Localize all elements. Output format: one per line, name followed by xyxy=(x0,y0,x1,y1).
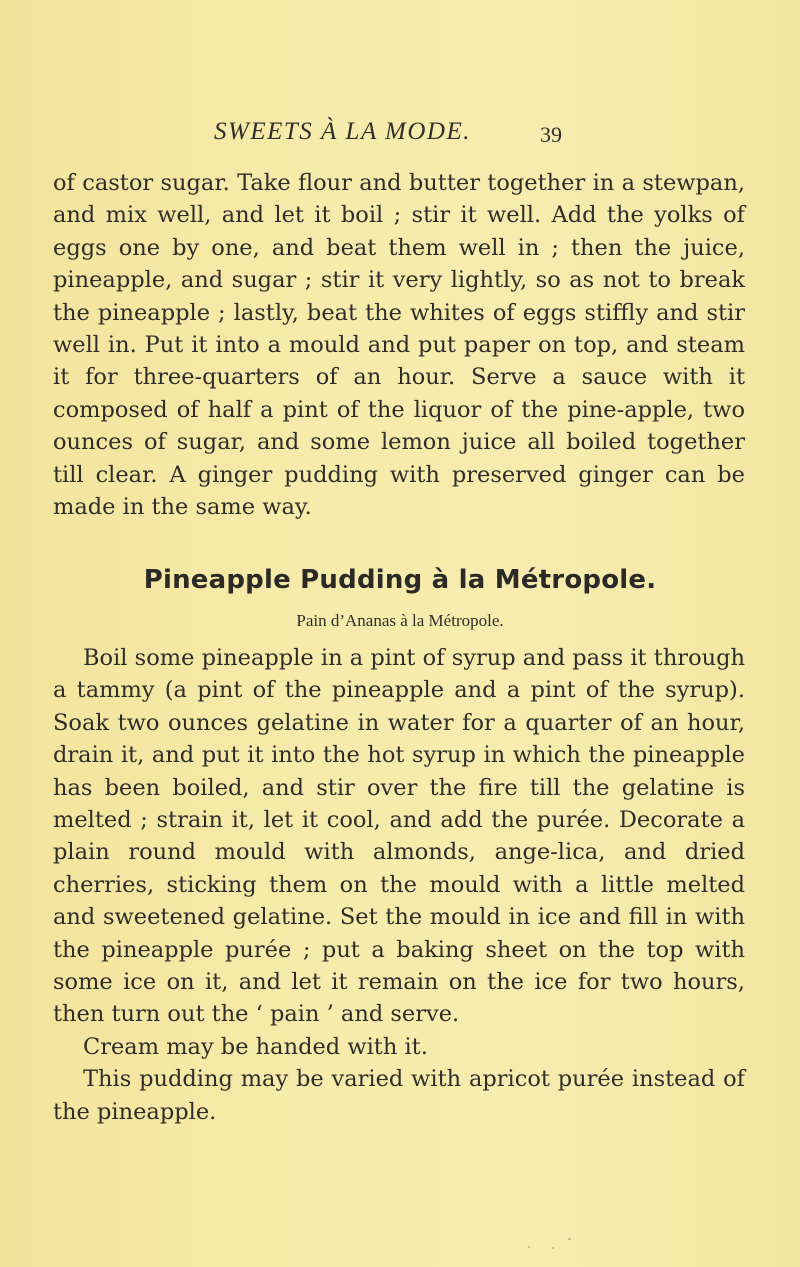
continued-paragraph: of castor sugar. Take flour and butter together in a stewpan, and mix well, and let it boil ; stir it well. Add the yolks of eggs one by one, and beat them well in ; then the juice, pineapple, and sugar ; stir it very lightly, so as not to break the pineapple ; lastly, beat the whites of eggs stiffly and stir well in. Put it into a mould and put paper on top, and steam it for three-quarters of an hour. Serve a sauce with it composed of half a pint of the liquor of the pine-apple, two ounces of sugar, and some lemon juice all boiled together till clear. A ginger pudding with preserved ginger can be made in the same way. xyxy=(53,170,745,521)
paper-speck xyxy=(568,1238,571,1240)
recipe-title: Pineapple Pudding à la Métropole. xyxy=(143,565,657,595)
recipe-subtitle: Pain d’Ananas à la Métropole. xyxy=(296,611,504,630)
recipe-paragraph: This pudding may be varied with apricot purée instead of the pineapple. xyxy=(53,1066,745,1125)
paper-speck xyxy=(528,1246,530,1248)
page-number: 39 xyxy=(540,122,562,147)
recipe-paragraph: Cream may be handed with it. xyxy=(83,1033,428,1060)
recipe-body xyxy=(53,642,745,1128)
paper-speck xyxy=(552,1247,554,1249)
running-title: SWEETS À LA MODE. xyxy=(214,118,471,145)
page-header xyxy=(0,118,800,148)
recipe-paragraph: Boil some pineapple in a pint of syrup and pass it through a tammy (a pint of the pineapple and a pint of the syrup). Soak two ounces gelatine in water for a quarter of an hour, drain it, and put it into the hot syrup in which the pineapple has been boiled, and stir over the fire till the gelatine is melted ; strain it, let it cool, and add the purée. Decorate a plain round mould with almonds, ange-lica, and dried cherries, sticking them on the mould with a little melted and sweetened gelatine. Set the mould in ice and fill in with the pineapple purée ; put a baking sheet on the top with some ice on it, and let it remain on the ice for two hours, then turn out the ‘ pain ’ and serve. xyxy=(53,645,745,1028)
